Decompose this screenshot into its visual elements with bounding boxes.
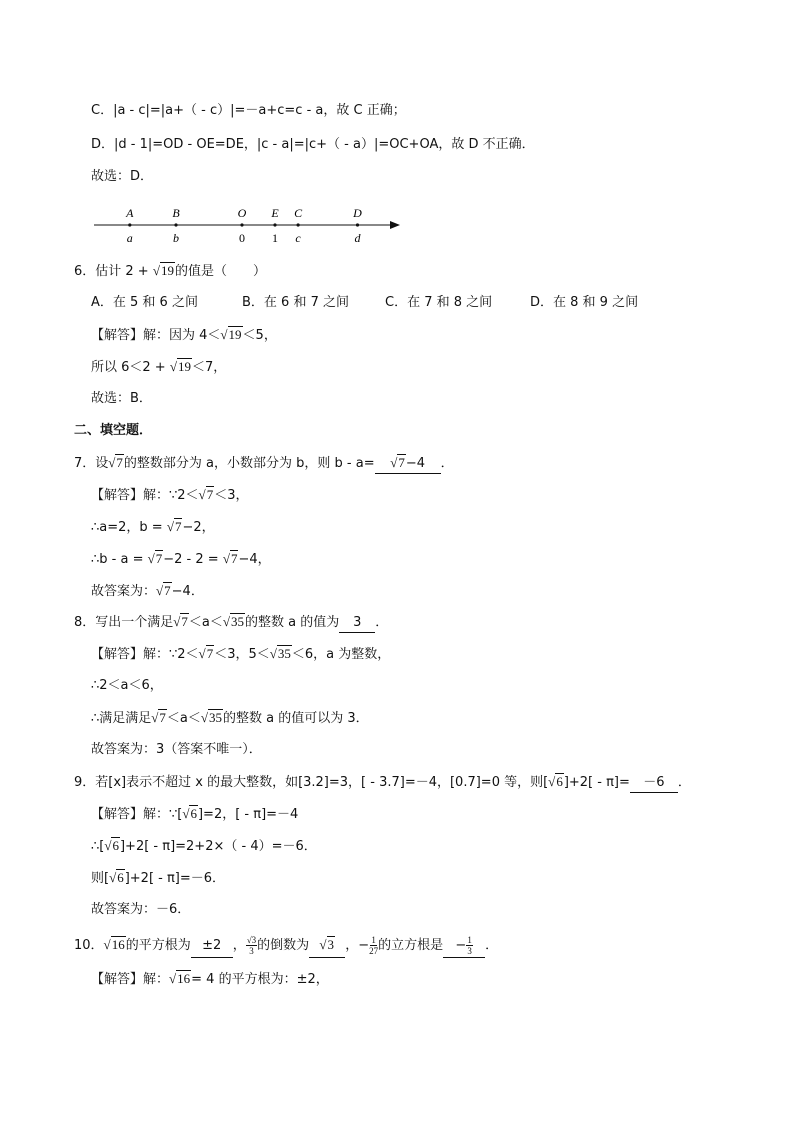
q9-solution-3: 则[√6]+2[ - π]=－6． bbox=[91, 870, 226, 886]
q6-option-c: C．在 7 和 8 之间 bbox=[385, 295, 493, 310]
q10-answer-2: √3 bbox=[309, 934, 345, 958]
q5-choice: 故选：D． bbox=[91, 169, 154, 184]
q7-stem: 7．设√7的整数部分为 a，小数部分为 b，则 b - a= √7−4 ． bbox=[74, 454, 454, 474]
q10-solution-1: 【解答】解：√16= 4 的平方根为：±2， bbox=[91, 971, 329, 987]
q8-stem: 8．写出一个满足√7＜a＜√35的整数 a 的值为 3 ． bbox=[74, 613, 388, 633]
q6-option-b: B．在 6 和 7 之间 bbox=[242, 295, 349, 310]
q6-stem: 6．估计 2 + √19的值是（ ） bbox=[74, 263, 266, 279]
q7-solution-1: 【解答】解：∵2＜√7＜3， bbox=[91, 487, 249, 503]
q8-solution-3: ∴满足满足√7＜a＜√35的整数 a 的值可以为 3． bbox=[91, 710, 369, 726]
number-line-upper-label: B bbox=[172, 206, 180, 220]
q9-stem: 9．若[x]表示不超过 x 的最大整数，如[3.2]=3，[ - 3.7]=－4，[0.7]=0 等，则[√6]+2[ - π]= －6 ． bbox=[74, 773, 691, 793]
q8-solution-1: 【解答】解：∵2＜√7＜3，5＜√35＜6，a 为整数， bbox=[91, 646, 391, 662]
q9-final: 故答案为：－6． bbox=[91, 902, 191, 917]
number-line-point-4 bbox=[297, 223, 300, 226]
q7-final: 故答案为：√7−4． bbox=[91, 583, 204, 599]
number-line-upper-label: D bbox=[353, 206, 362, 220]
sqrt-19: √19 bbox=[152, 263, 174, 278]
number-line-point-2 bbox=[240, 223, 243, 226]
q6-solution-2: 所以 6＜2 + √19＜7， bbox=[91, 359, 227, 375]
number-line-point-5 bbox=[356, 223, 359, 226]
q8-answer-blank: 3 bbox=[339, 614, 375, 633]
q10-stem: 10．√16的平方根为 ±2 ， $\frac{√3}{3}$ 的倒数为 √3 ，− $\frac{1}{27}$ 的立方根是 − $\frac{1}{3}$ ． bbox=[74, 935, 499, 956]
number-line-upper-label: A bbox=[126, 206, 134, 220]
q6-option-d: D．在 8 和 9 之间 bbox=[530, 295, 639, 310]
number-line-lower-label: 0 bbox=[239, 231, 245, 245]
number-line-lower-label: c bbox=[295, 231, 301, 245]
number-line-point-0 bbox=[128, 223, 131, 226]
fraction-root3-over-3: $\frac{√3}{3}$ bbox=[246, 935, 257, 956]
q6-choice: 故选：B． bbox=[91, 391, 152, 406]
number-line-lower-label: d bbox=[354, 231, 361, 245]
q9-answer-blank: －6 bbox=[630, 774, 678, 793]
analysis-c: C．|a - c|=|a+（ - c）|=－a+c=c - a，故 C 正确； bbox=[91, 103, 406, 118]
q7-solution-3: ∴b - a = √7−2 - 2 = √7−4， bbox=[91, 551, 271, 567]
q10-answer-1: ±2 bbox=[191, 935, 233, 958]
number-line-point-1 bbox=[174, 223, 177, 226]
q7-answer-blank: √7−4 bbox=[375, 454, 441, 474]
number-line-point-3 bbox=[273, 223, 276, 226]
number-line-lower-label: 1 bbox=[272, 231, 278, 245]
q9-solution-1: 【解答】解：∵[√6]=2，[ - π]=－4 bbox=[91, 806, 299, 822]
q8-final: 故答案为：3（答案不唯一）． bbox=[91, 742, 262, 757]
q6-option-a: A．在 5 和 6 之间 bbox=[91, 295, 198, 310]
q9-solution-2: ∴[√6]+2[ - π]=2+2×（ - 4）=－6． bbox=[91, 838, 317, 854]
q8-solution-2: ∴2＜a＜6， bbox=[91, 678, 163, 693]
number-line-lower-label: a bbox=[126, 231, 133, 245]
number-line-upper-label: E bbox=[271, 206, 279, 220]
q10-answer-3: − $\frac{1}{3}$ bbox=[443, 935, 485, 958]
q7-solution-2: ∴a=2，b = √7−2， bbox=[91, 519, 215, 535]
number-line-upper-label: O bbox=[237, 206, 247, 220]
number-line-lower-label: b bbox=[173, 231, 179, 245]
fraction-1-over-27: $\frac{1}{27}$ bbox=[369, 935, 379, 956]
number-line bbox=[88, 200, 418, 250]
q6-solution-1: 【解答】解：因为 4＜√19＜5， bbox=[91, 327, 277, 343]
number-line-upper-label: C bbox=[294, 206, 303, 220]
analysis-d: D．|d - 1|=OD - OE=DE，|c - a|=|c+（ - a）|=OC+OA，故 D 不正确． bbox=[91, 137, 535, 152]
section-fill-in: 二、填空题． bbox=[74, 423, 153, 438]
